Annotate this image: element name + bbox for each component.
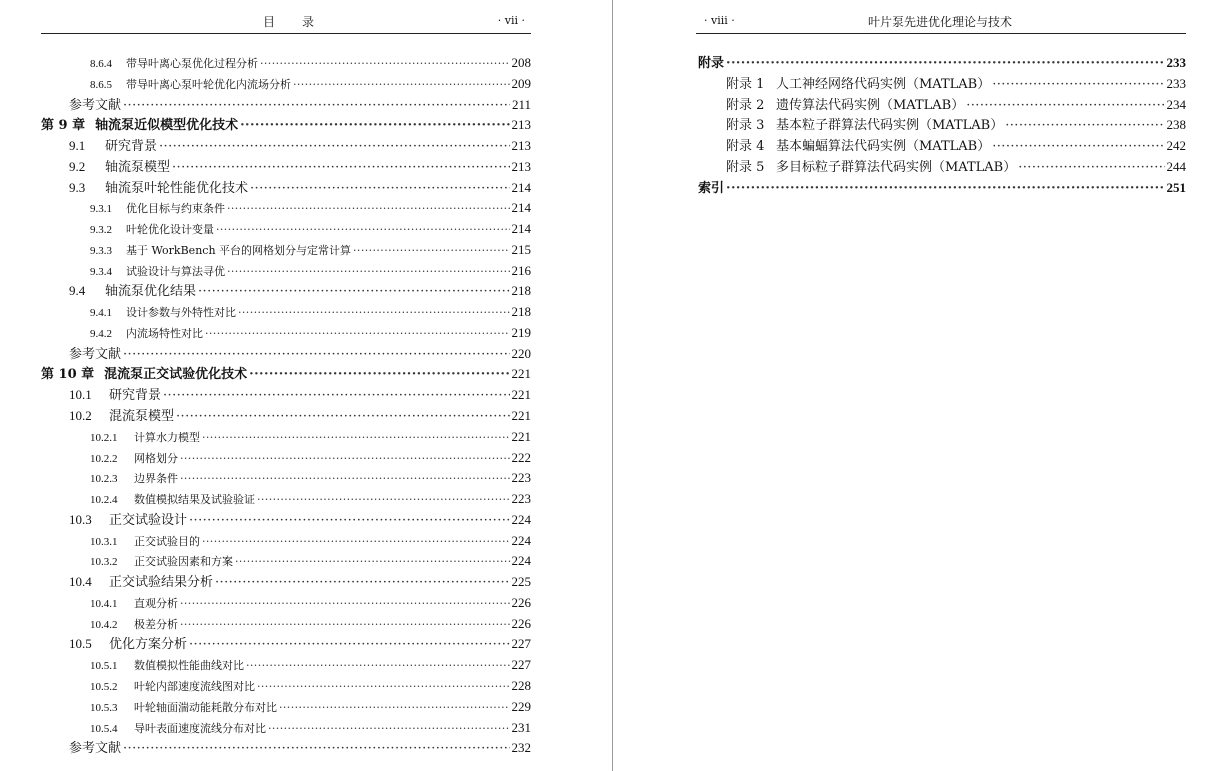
toc-entry[interactable] [41, 697, 531, 718]
toc-entry-title: 参考文献 [69, 97, 122, 113]
toc-entry[interactable] [41, 53, 531, 74]
toc-entry-title: 基本蝙蝠算法代码实例（MATLAB） [776, 139, 991, 155]
toc-leader-dots [205, 324, 510, 344]
toc-entry[interactable] [698, 115, 1186, 136]
toc-entry-title: 直观分析 [134, 596, 178, 610]
toc-entry-label [69, 157, 170, 178]
toc-entry[interactable] [41, 427, 531, 448]
toc-entry-label [69, 406, 174, 427]
toc-entry-page: 216 [511, 262, 531, 278]
toc-leader-dots [235, 552, 510, 572]
toc-leader-dots [1018, 158, 1164, 178]
toc-entry-title: 多目标粒子群算法代码实例（MATLAB） [776, 159, 1017, 175]
toc-entry[interactable] [698, 74, 1186, 95]
toc-entry-title: 优化方案分析 [109, 637, 188, 653]
toc-entry-number: 第 10 章 [41, 367, 95, 383]
toc-entry-label [41, 365, 247, 385]
toc-entry-page: 244 [1166, 158, 1186, 174]
toc-entry-page: 213 [511, 158, 531, 174]
toc-entry-number: 9.4.1 [90, 307, 112, 320]
toc-entry-label [90, 449, 178, 469]
toc-entry-page: 211 [511, 96, 531, 112]
toc-entry-label [69, 385, 161, 406]
toc-entry-label [90, 220, 214, 240]
toc-entry-label [69, 281, 196, 302]
toc-entry-title: 轴流泵优化结果 [105, 284, 197, 300]
toc-entry-label [90, 677, 255, 697]
toc-entry-number: 10.4.2 [90, 618, 118, 631]
toc-entry-number: 10.5.4 [90, 722, 118, 735]
toc-entry-title: 设计参数与外特性对比 [126, 306, 236, 320]
toc-entry-number: 10.1 [69, 387, 92, 403]
toc-entry-label [726, 96, 964, 116]
toc-entry-label [41, 116, 238, 136]
toc-leader-dots [123, 345, 509, 365]
toc-entry-number: 第 9 章 [41, 118, 86, 134]
toc-entry[interactable] [41, 676, 531, 697]
toc-entry-title: 轴流泵近似模型优化技术 [95, 118, 239, 134]
toc-leader-dots [180, 594, 510, 614]
toc-entry-number: 10.4.1 [90, 597, 118, 610]
toc-entry-page: 227 [511, 636, 531, 652]
toc-entry-label [90, 532, 200, 552]
toc-leader-dots [293, 75, 510, 95]
toc-entry-page: 221 [511, 366, 531, 382]
toc-leader-dots [246, 656, 510, 676]
toc-entry[interactable] [41, 655, 531, 676]
toc-entry-title: 导叶表面速度流线分布对比 [134, 721, 266, 735]
toc-entry-label [90, 428, 200, 448]
toc-entry-title: 轴流泵叶轮性能优化技术 [105, 180, 249, 196]
toc-entry-label [69, 739, 121, 759]
toc-leader-dots [189, 635, 509, 655]
toc-entry-title: 混流泵模型 [109, 409, 175, 425]
toc-entry-number: 10.4 [69, 574, 92, 590]
toc-entry-page: 213 [511, 117, 531, 133]
toc-entry-label [90, 469, 178, 489]
toc-entry-label [69, 572, 213, 593]
toc-entry[interactable] [41, 136, 531, 157]
toc-entry-number: 附录 2 [726, 97, 765, 113]
toc-entry[interactable] [41, 448, 531, 469]
toc-leader-dots [123, 96, 510, 116]
toc-entry-label [90, 698, 277, 718]
toc-entry-page: 242 [1166, 138, 1186, 154]
toc-leader-dots [163, 386, 509, 406]
toc-entry-title: 人工神经网络代码实例（MATLAB） [776, 76, 991, 92]
toc-entry[interactable] [41, 406, 531, 427]
toc-entry-number: 10.5.2 [90, 680, 118, 693]
toc-entry-label [69, 634, 187, 655]
toc-entry-title: 叶轮优化设计变量 [126, 223, 214, 237]
toc-entry-number: 8.6.4 [90, 58, 112, 70]
toc-entry-title: 正交试验因素和方案 [134, 555, 233, 569]
toc-entry[interactable] [41, 572, 531, 593]
toc-entry-number: 10.3.1 [90, 535, 118, 548]
toc-leader-dots [227, 262, 510, 282]
right-page [614, 0, 1228, 771]
toc-entry-title: 基本粒子群算法代码实例（MATLAB） [776, 118, 1004, 134]
toc-entry-title: 极差分析 [134, 617, 178, 631]
toc-entry[interactable] [41, 385, 531, 406]
toc-entry-label [726, 137, 990, 157]
toc-leader-dots [180, 469, 510, 489]
toc-leader-dots [202, 428, 510, 448]
toc-entry-page: 226 [511, 594, 531, 610]
toc-entry-number: 附录 3 [726, 118, 765, 134]
toc-entry-number: 10.3.2 [90, 556, 118, 569]
toc-entry-page: 251 [1166, 179, 1186, 195]
toc-entry-page: 228 [511, 677, 531, 693]
toc-entry-label [90, 656, 244, 676]
right-header-rule [696, 33, 1186, 34]
toc-entry[interactable] [41, 510, 531, 531]
toc-entry-page: 215 [511, 241, 531, 257]
toc-leader-dots [176, 407, 509, 427]
toc-entry-title: 网格划分 [134, 451, 178, 465]
toc-leader-dots [268, 719, 510, 739]
toc-entry-title: 索引 [698, 180, 725, 196]
toc-entry-page: 234 [1166, 96, 1186, 112]
toc-entry-number: 10.5.3 [90, 701, 118, 714]
toc-entry-label [726, 75, 990, 95]
toc-entry-label [90, 199, 225, 219]
toc-leader-dots [240, 116, 509, 136]
toc-leader-dots [227, 199, 510, 219]
toc-entry-title: 数值模拟性能曲线对比 [134, 659, 244, 673]
toc-entry-number: 10.2.1 [90, 431, 118, 444]
left-header-rule [41, 33, 531, 34]
right-header-title: 叶片泵先进优化理论与技术 [868, 15, 1013, 29]
toc-entry-label [90, 719, 266, 739]
toc-entry-label [90, 303, 236, 323]
toc-entry-page: 221 [511, 387, 531, 403]
toc-entry-title: 附录 [698, 56, 725, 71]
toc-entry-number: 9.3.2 [90, 224, 112, 237]
toc-entry-number: 9.4.2 [90, 327, 112, 340]
toc-leader-dots [257, 677, 510, 697]
toc-leader-dots [249, 365, 509, 385]
toc-entry[interactable] [41, 551, 531, 572]
toc-entry-page: 213 [511, 138, 531, 154]
toc-entry-page: 218 [511, 283, 531, 299]
toc-leader-dots [198, 282, 509, 302]
toc-entry-number: 9.2 [69, 158, 86, 174]
toc-entry[interactable] [41, 593, 531, 614]
toc-entry-number: 9.3.3 [90, 244, 112, 257]
toc-entry-label [90, 615, 178, 635]
toc-leader-dots [260, 54, 510, 74]
toc-entry-number: 9.1 [69, 138, 86, 154]
toc-leader-dots [180, 615, 510, 635]
toc-entry-page: 226 [511, 615, 531, 631]
toc-leader-dots [189, 511, 509, 531]
toc-leader-dots [1005, 116, 1164, 136]
toc-entry-page: 238 [1166, 117, 1186, 133]
toc-leader-dots [202, 532, 510, 552]
toc-entry[interactable] [41, 240, 531, 261]
toc-leader-dots [726, 54, 1164, 74]
toc-entry-title: 叶轮轴面湍动能耗散分布对比 [134, 700, 277, 714]
toc-entry-page: 233 [1166, 55, 1186, 70]
toc-leader-dots [992, 137, 1164, 157]
toc-entry-label [69, 345, 121, 365]
toc-entry-number: 附录 5 [726, 159, 765, 175]
toc-entry-label [69, 510, 187, 531]
toc-entry-page: 223 [511, 470, 531, 486]
toc-entry-number: 10.5 [69, 636, 92, 652]
toc-entry-title: 参考文献 [69, 741, 122, 757]
toc-entry[interactable] [41, 115, 531, 136]
toc-entry-page: 218 [511, 304, 531, 320]
toc-entry-number: 10.2.3 [90, 473, 118, 486]
toc-entry-page: 221 [511, 408, 531, 424]
toc-entry[interactable] [41, 157, 531, 178]
toc-entry-page: 224 [511, 553, 531, 569]
toc-entry[interactable] [698, 95, 1186, 116]
toc-entry-page: 231 [511, 719, 531, 735]
toc-entry-title: 叶轮内部速度流线图对比 [134, 679, 255, 693]
toc-entry-number: 10.3 [69, 511, 92, 527]
toc-entry-title: 基于 WorkBench 平台的网格划分与定常计算 [126, 243, 352, 257]
toc-entry-page: 214 [511, 221, 531, 237]
toc-entry-page: 233 [1166, 75, 1186, 91]
left-header-title: 目 录 [263, 15, 316, 29]
toc-entry-label [69, 136, 157, 157]
toc-entry-page: 209 [511, 75, 531, 91]
toc-entry[interactable] [41, 178, 531, 199]
toc-entry-title: 边界条件 [134, 472, 178, 486]
toc-entry-number: 9.3 [69, 179, 86, 195]
toc-entry-title: 遗传算法代码实例（MATLAB） [776, 97, 965, 113]
toc-entry-title: 轴流泵模型 [105, 159, 171, 175]
toc-leader-dots [257, 490, 510, 510]
toc-entry-number: 8.6.5 [90, 78, 112, 91]
toc-entry[interactable] [41, 634, 531, 655]
toc-entry-number: 10.2.2 [90, 452, 118, 465]
toc-entry-number: 附录 1 [726, 76, 765, 92]
toc-entry-page: 229 [511, 698, 531, 714]
toc-entry-title: 数值模拟结果及试验验证 [134, 493, 255, 507]
toc-leader-dots [159, 137, 509, 157]
toc-entry-number: 9.3.1 [90, 203, 112, 216]
toc-entry[interactable] [41, 718, 531, 739]
toc-entry[interactable] [41, 261, 531, 282]
toc-leader-dots [180, 449, 510, 469]
toc-entry-title: 优化目标与约束条件 [126, 202, 225, 216]
toc-entry-title: 计算水力模型 [134, 430, 200, 444]
toc-entry-page: 224 [511, 511, 531, 527]
toc-entry-page: 214 [511, 200, 531, 216]
toc-entry-title: 正交试验结果分析 [109, 575, 214, 591]
toc-entry[interactable] [698, 178, 1186, 199]
left-page-header [41, 13, 531, 33]
toc-entry[interactable] [41, 468, 531, 489]
toc-entry[interactable] [698, 53, 1186, 74]
toc-entry-label [90, 490, 255, 510]
toc-entry-number: 9.3.4 [90, 265, 112, 278]
toc-entry-page: 224 [511, 532, 531, 548]
toc-entry-label [698, 179, 724, 199]
toc-entry[interactable] [41, 219, 531, 240]
toc-entry-number: 10.2 [69, 408, 92, 424]
right-header-page-number: · viii · [704, 14, 735, 27]
toc-leader-dots [353, 241, 509, 261]
toc-entry[interactable] [41, 614, 531, 635]
toc-entry-page: 225 [511, 574, 531, 590]
toc-entry-label [90, 75, 291, 95]
toc-entry[interactable] [698, 136, 1186, 157]
toc-entry[interactable] [41, 364, 531, 385]
toc-entry-title: 正交试验设计 [109, 512, 188, 528]
toc-entry-label [90, 241, 351, 261]
right-page-header [696, 13, 1186, 33]
toc-entry-label [90, 262, 225, 282]
toc-entry-page: 214 [511, 179, 531, 195]
toc-entry[interactable] [41, 302, 531, 323]
toc-leader-dots [966, 96, 1164, 116]
toc-entry-number: 附录 4 [726, 139, 765, 155]
toc-entry[interactable] [41, 74, 531, 95]
toc-entry[interactable] [698, 157, 1186, 178]
toc-entry-page: 221 [511, 428, 531, 444]
toc-entry-title: 内流场特性对比 [126, 326, 203, 340]
toc-entry-title: 参考文献 [69, 346, 122, 362]
toc-entry-title: 研究背景 [109, 388, 162, 404]
toc-entry-label [726, 158, 1016, 178]
toc-entry-page: 232 [511, 740, 531, 756]
left-page [0, 0, 612, 771]
toc-leader-dots [172, 158, 509, 178]
toc-entry[interactable] [41, 531, 531, 552]
toc-entry[interactable] [41, 95, 531, 116]
toc-leader-dots [238, 303, 510, 323]
toc-entry-title: 试验设计与算法寻优 [126, 264, 225, 278]
toc-entry-page: 220 [511, 345, 531, 361]
toc-entry-number: 9.4 [69, 283, 86, 299]
toc-entry-page: 223 [511, 491, 531, 507]
toc-entry-label [90, 594, 178, 614]
toc-entry[interactable] [41, 344, 531, 365]
toc-leader-dots [250, 179, 509, 199]
left-header-page-number: · vii · [497, 14, 525, 27]
right-toc-list [698, 53, 1186, 198]
toc-entry-label [726, 116, 1003, 136]
toc-entry-title: 正交试验目的 [134, 534, 200, 548]
toc-entry[interactable] [41, 323, 531, 344]
toc-entry-label [698, 54, 724, 74]
page-divider [612, 0, 613, 771]
toc-leader-dots [216, 220, 510, 240]
toc-entry-title: 混流泵正交试验优化技术 [104, 367, 248, 383]
toc-entry-page: 219 [511, 324, 531, 340]
toc-entry-label [69, 96, 121, 116]
toc-leader-dots [279, 698, 510, 718]
toc-leader-dots [726, 179, 1164, 199]
toc-entry[interactable] [41, 198, 531, 219]
toc-leader-dots [123, 739, 509, 759]
toc-entry-label [90, 324, 203, 344]
toc-entry-title: 带导叶离心泵优化过程分析 [126, 57, 258, 70]
toc-entry-page: 222 [511, 449, 531, 465]
toc-entry-number: 10.2.4 [90, 494, 118, 507]
toc-entry-label [69, 178, 248, 199]
toc-entry-page: 208 [511, 55, 531, 70]
toc-entry-page: 227 [511, 657, 531, 673]
toc-entry-label [90, 552, 233, 572]
toc-entry-label [90, 54, 258, 74]
toc-leader-dots [215, 573, 509, 593]
toc-entry-number: 10.5.1 [90, 660, 118, 673]
toc-entry[interactable] [41, 281, 531, 302]
left-toc-list [41, 53, 531, 759]
toc-entry-title: 带导叶离心泵叶轮优化内流场分析 [126, 77, 291, 91]
toc-leader-dots [992, 75, 1164, 95]
toc-entry[interactable] [41, 489, 531, 510]
toc-entry[interactable] [41, 738, 531, 759]
toc-entry-title: 研究背景 [105, 139, 158, 155]
